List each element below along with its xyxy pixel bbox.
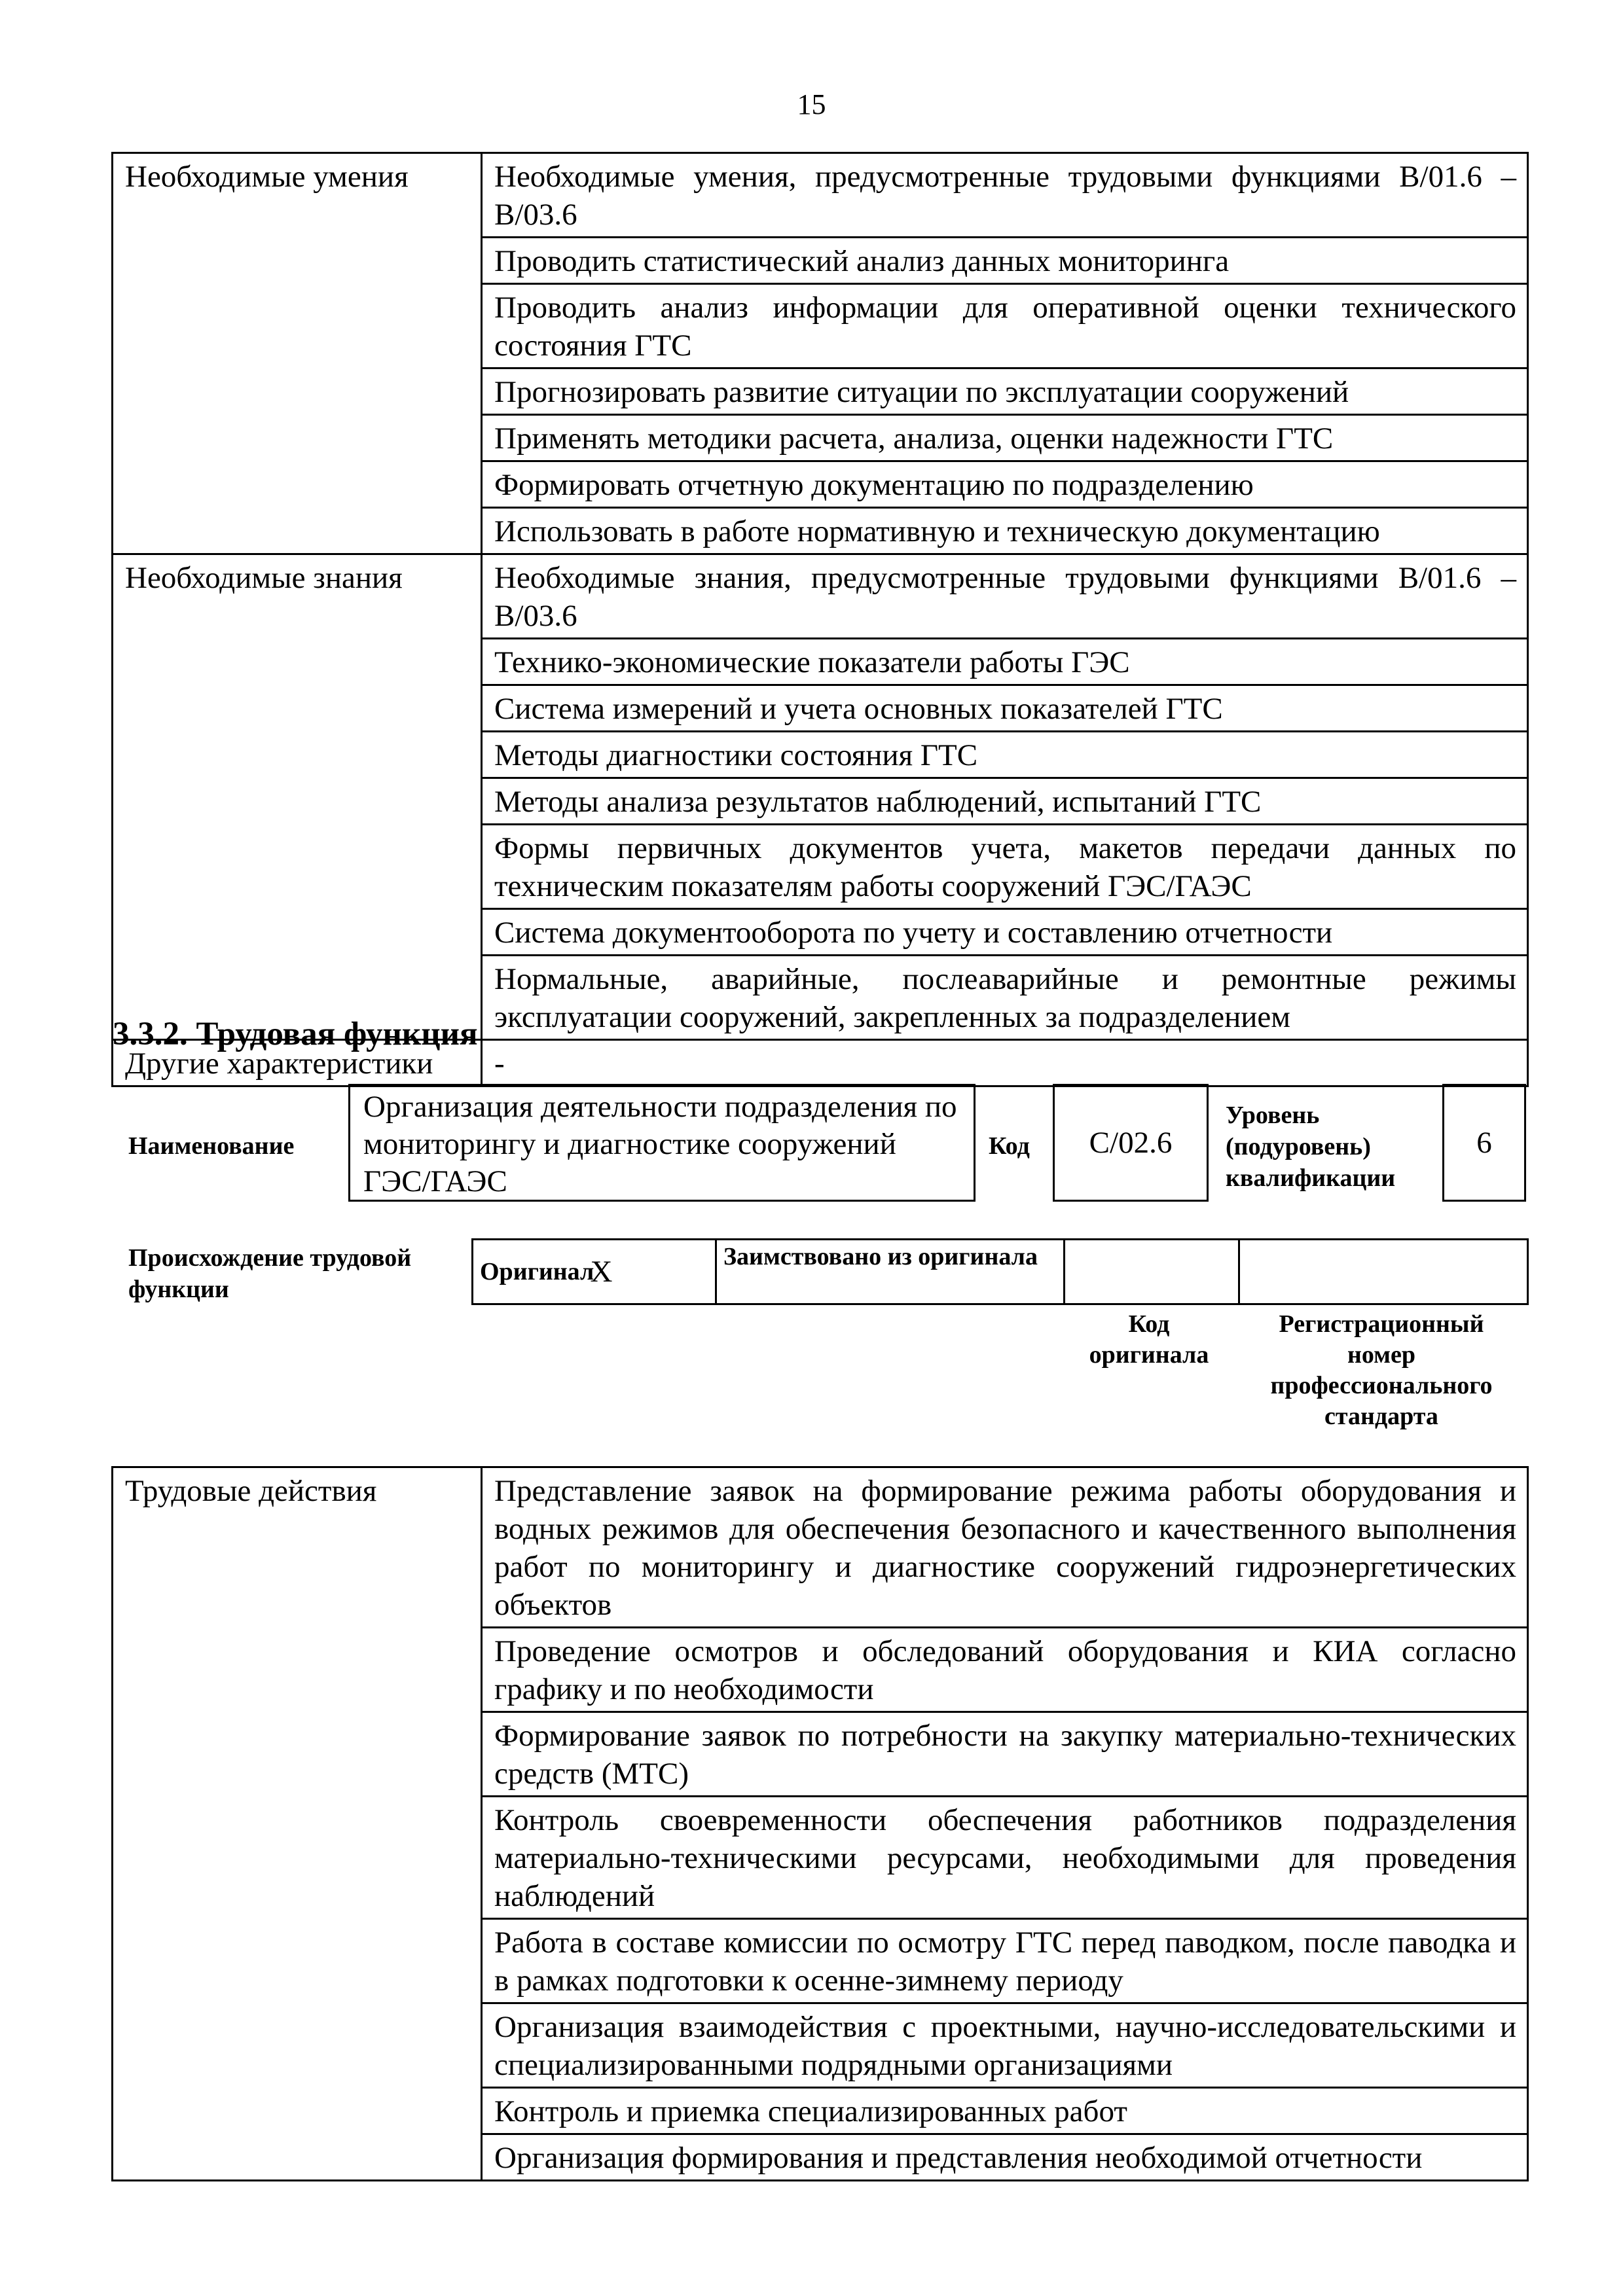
name-label: Наименование — [128, 1132, 295, 1160]
table-row — [113, 554, 1528, 639]
code-box — [1053, 1084, 1209, 1202]
skill-item: Применять методики расчета, анализа, оценки надежности ГТС — [482, 415, 1528, 461]
action-item: Контроль и приемка специализированных работ — [482, 2088, 1528, 2134]
knowledge-item: Нормальные, аварийные, послеаварийные и ремонтные режимы эксплуатации сооружений, закрепленных за подразделением — [482, 956, 1528, 1040]
knowledge-item: Система измерений и учета основных показателей ГТС — [482, 685, 1528, 732]
table-row — [473, 1240, 1528, 1304]
action-item: Организация формирования и представления необходимой отчетности — [482, 2134, 1528, 2181]
registration-number-cell — [1239, 1240, 1528, 1304]
action-item: Организация взаимодействия с проектными, научно-исследовательскими и специализированными подрядными организациями — [482, 2003, 1528, 2088]
row-label-skills: Необходимые умения — [113, 153, 482, 554]
original-mark: X — [590, 1255, 613, 1289]
code-caption: Код оригинала — [1089, 1310, 1209, 1369]
knowledge-item: Методы анализа результатов наблюдений, испытаний ГТС — [482, 778, 1528, 825]
origin-table — [471, 1238, 1529, 1305]
knowledge-item: Необходимые знания, предусмотренные трудовыми функциями В/01.6 – В/03.6 — [482, 554, 1528, 639]
origin-label: Происхождение трудовой функции — [128, 1244, 412, 1303]
row-label-other: Другие характеристики — [113, 1040, 482, 1086]
table-row — [113, 153, 1528, 238]
function-name-box — [348, 1084, 976, 1202]
code-label: Код — [989, 1132, 1030, 1160]
action-item: Проведение осмотров и обследований оборудования и КИА согласно графику и по необходимости — [482, 1628, 1528, 1712]
borrowed-label: Заимствовано из оригинала — [716, 1240, 1065, 1304]
skill-item: Проводить анализ информации для оперативной оценки технического состояния ГТС — [482, 284, 1528, 368]
page-number: 15 — [797, 88, 826, 120]
row-label-knowledge: Необходимые знания — [113, 554, 482, 1040]
code-value: C/02.6 — [1089, 1126, 1173, 1160]
row-label-actions: Трудовые действия — [113, 1467, 482, 2181]
skill-item: Проводить статистический анализ данных мониторинга — [482, 238, 1528, 284]
action-item: Работа в составе комиссии по осмотру ГТС перед паводком, после паводка и в рамках подготовки к осенне-зимнему периоду — [482, 1919, 1528, 2003]
knowledge-item: Система документооборота по учету и составлению отчетности — [482, 909, 1528, 956]
function-name-value: Организация деятельности подразделения по мониторингу и диагностике сооружений ГЭС/ГАЭС — [363, 1090, 957, 1198]
level-label: Уровень (подуровень) квалификации — [1226, 1102, 1396, 1192]
level-box — [1442, 1084, 1526, 1202]
level-value: 6 — [1476, 1126, 1492, 1160]
registration-caption: Регистрационный номер профессионального стандарта — [1270, 1310, 1493, 1430]
skill-item: Формировать отчетную документацию по подразделению — [482, 461, 1528, 508]
section-heading: 3.3.2. Трудовая функция — [113, 1016, 478, 1052]
skills-knowledge-table — [111, 152, 1529, 1087]
skill-item: Прогнозировать развитие ситуации по эксплуатации сооружений — [482, 368, 1528, 415]
table-row — [113, 1467, 1528, 1628]
original-code-cell — [1065, 1240, 1239, 1304]
original-mark-cell — [584, 1240, 716, 1304]
labour-actions-table — [111, 1466, 1529, 2181]
action-item: Контроль своевременности обеспечения работников подразделения материально-техническими ресурсами, необходимыми для проведения наблюдений — [482, 1797, 1528, 1919]
knowledge-item: Технико-экономические показатели работы ГЭС — [482, 639, 1528, 685]
action-item: Формирование заявок по потребности на закупку материально-технических средств (МТС) — [482, 1712, 1528, 1797]
action-item: Представление заявок на формирование режима работы оборудования и водных режимов для обеспечения безопасного и качественного выполнения работ по мониторингу и диагностике сооружений гидроэнергетических объектов — [482, 1467, 1528, 1628]
skill-item: Использовать в работе нормативную и техническую документацию — [482, 508, 1528, 554]
skill-item: Необходимые умения, предусмотренные трудовыми функциями В/01.6 – В/03.6 — [482, 153, 1528, 238]
other-item: - — [482, 1040, 1528, 1086]
knowledge-item: Методы диагностики состояния ГТС — [482, 732, 1528, 778]
knowledge-item: Формы первичных документов учета, макетов передачи данных по техническим показателям работы сооружений ГЭС/ГАЭС — [482, 825, 1528, 909]
original-cell — [473, 1240, 594, 1304]
original-label: Оригинал — [480, 1258, 594, 1285]
